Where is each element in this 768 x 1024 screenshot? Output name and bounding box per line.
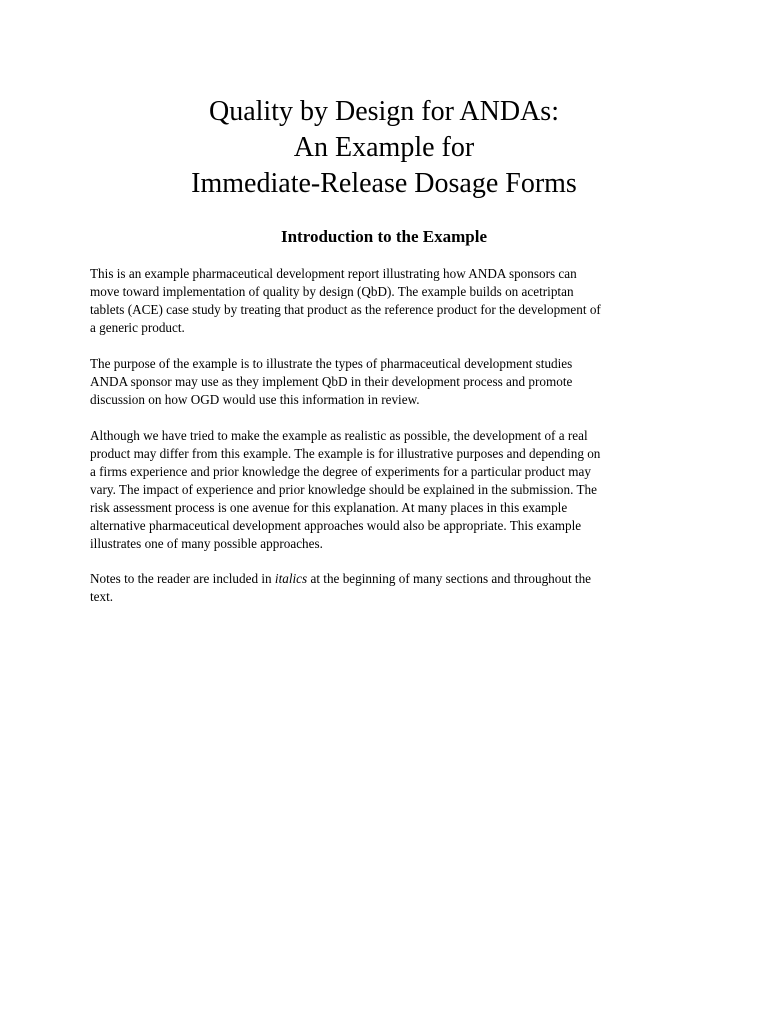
paragraph-line: a generic product. (90, 320, 185, 335)
paragraph-2 (90, 355, 682, 409)
paragraph-4 (90, 570, 682, 606)
document-title (0, 94, 768, 202)
paragraph-line: The purpose of the example is to illustrate the types of pharmaceutical development studies (90, 356, 573, 371)
section-heading: Introduction to the Example (280, 227, 488, 246)
paragraph-3 (90, 427, 682, 553)
paragraph-line: This is an example pharmaceutical development report illustrating how ANDA sponsors can (90, 266, 577, 281)
paragraph-line: risk assessment process is one avenue for this explanation. At many places in this example (90, 500, 568, 515)
paragraph-line: product may differ from this example. The example is for illustrative purposes and depending on (90, 446, 601, 461)
title-line-3: Immediate-Release Dosage Forms (191, 168, 577, 199)
paragraph-line: a firms experience and prior knowledge the degree of experiments for a particular product may (90, 464, 591, 479)
note-text-after: at the beginning of many sections and throughout the (307, 571, 592, 586)
note-text-before: Notes to the reader are included in (90, 571, 275, 586)
paragraph-line: discussion on how OGD would use this information in review. (90, 392, 420, 407)
paragraph-line: alternative pharmaceutical development approaches would also be appropriate. This example (90, 518, 582, 533)
italic-word: italics (274, 571, 308, 586)
title-line-1: Quality by Design for ANDAs: (209, 96, 559, 127)
paragraph-1 (90, 265, 682, 337)
paragraph-line (90, 570, 682, 588)
paragraph-line: tablets (ACE) case study by treating that product as the reference product for the development of (90, 302, 601, 317)
paragraph-line: illustrates one of many possible approaches. (90, 536, 323, 551)
paragraph-line: move toward implementation of quality by design (QbD). The example builds on acetriptan (90, 284, 574, 299)
paragraph-line: vary. The impact of experience and prior knowledge should be explained in the submission. The (90, 482, 597, 497)
paragraph-line: Although we have tried to make the example as realistic as possible, the development of a real (90, 428, 588, 443)
title-line-2: An Example for (293, 132, 475, 163)
paragraph-line: ANDA sponsor may use as they implement QbD in their development process and promote (90, 374, 573, 389)
paragraph-line: text. (90, 589, 114, 604)
